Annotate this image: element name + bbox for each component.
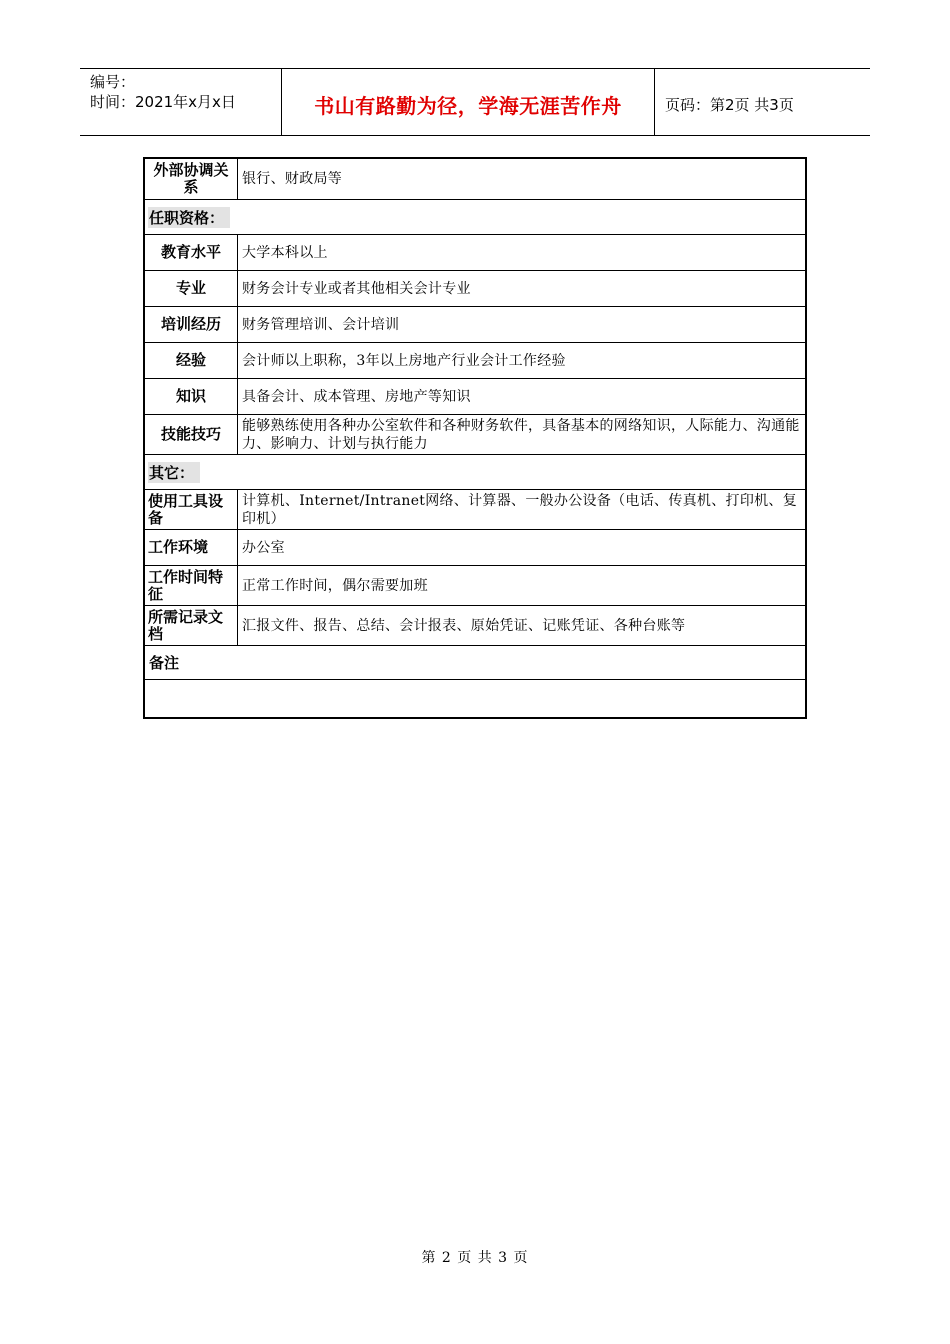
skills-value: 能够熟练使用各种办公室软件和各种财务软件，具备基本的网络知识，人际能力、沟通能力、影响力、计划与执行能力 — [242, 417, 800, 452]
table-row — [145, 307, 805, 343]
experience-value: 会计师以上职称，3年以上房地产行业会计工作经验 — [242, 352, 566, 369]
records-value: 汇报文件、报告、总结、会计报表、原始凭证、记账凭证、各种台账等 — [242, 617, 686, 634]
remarks-content — [145, 680, 805, 717]
qualifications-title: 任职资格： — [148, 207, 230, 228]
records-label: 所需记录文档 — [145, 606, 238, 645]
section-remarks — [145, 646, 805, 680]
table-row — [145, 530, 805, 566]
section-qualifications — [145, 200, 805, 235]
header-meta — [80, 69, 282, 135]
education-label: 教育水平 — [145, 235, 238, 270]
external-coord-value: 银行、财政局等 — [242, 171, 343, 187]
table-row — [145, 379, 805, 415]
page-footer: 第 2 页 共 3 页 — [421, 1250, 529, 1266]
job-description-table — [143, 157, 807, 719]
tools-value: 计算机、Internet/Intranet网络、计算器、一般办公设备（电话、传真机、打印机、复印机） — [242, 492, 798, 527]
section-other — [145, 455, 805, 490]
major-value: 财务会计专业或者其他相关会计专业 — [242, 280, 471, 297]
work-hours-label: 工作时间特征 — [145, 566, 238, 605]
table-row — [145, 490, 805, 530]
table-row-external-coordination — [145, 159, 805, 200]
table-row — [145, 606, 805, 646]
other-title: 其它： — [148, 462, 200, 483]
header-page-info: 页码：第2页 共3页 — [665, 95, 794, 114]
training-value: 财务管理培训、会计培训 — [242, 316, 400, 333]
document-number-label: 编号： — [90, 73, 136, 91]
knowledge-label: 知识 — [145, 379, 238, 414]
major-label: 专业 — [145, 271, 238, 306]
table-row — [145, 271, 805, 307]
training-label: 培训经历 — [145, 307, 238, 342]
table-row — [145, 566, 805, 606]
document-time-label: 时间：2021年x月x日 — [90, 93, 236, 111]
table-row — [145, 343, 805, 379]
skills-label: 技能技巧 — [145, 415, 238, 454]
knowledge-value: 具备会计、成本管理、房地产等知识 — [242, 388, 471, 405]
experience-label: 经验 — [145, 343, 238, 378]
header-motto: 书山有路勤为径，学海无涯苦作舟 — [282, 69, 655, 135]
external-coord-label: 外部协调关系 — [145, 159, 238, 199]
work-hours-value: 正常工作时间，偶尔需要加班 — [242, 577, 428, 594]
table-row — [145, 235, 805, 271]
work-environment-label: 工作环境 — [145, 530, 238, 565]
table-row — [145, 415, 805, 455]
page-header — [80, 68, 870, 136]
remarks-title: 备注 — [149, 654, 180, 672]
work-environment-value: 办公室 — [242, 539, 285, 556]
remarks-value — [145, 680, 805, 717]
education-value: 大学本科以上 — [242, 244, 328, 261]
tools-label: 使用工具设备 — [145, 490, 238, 529]
